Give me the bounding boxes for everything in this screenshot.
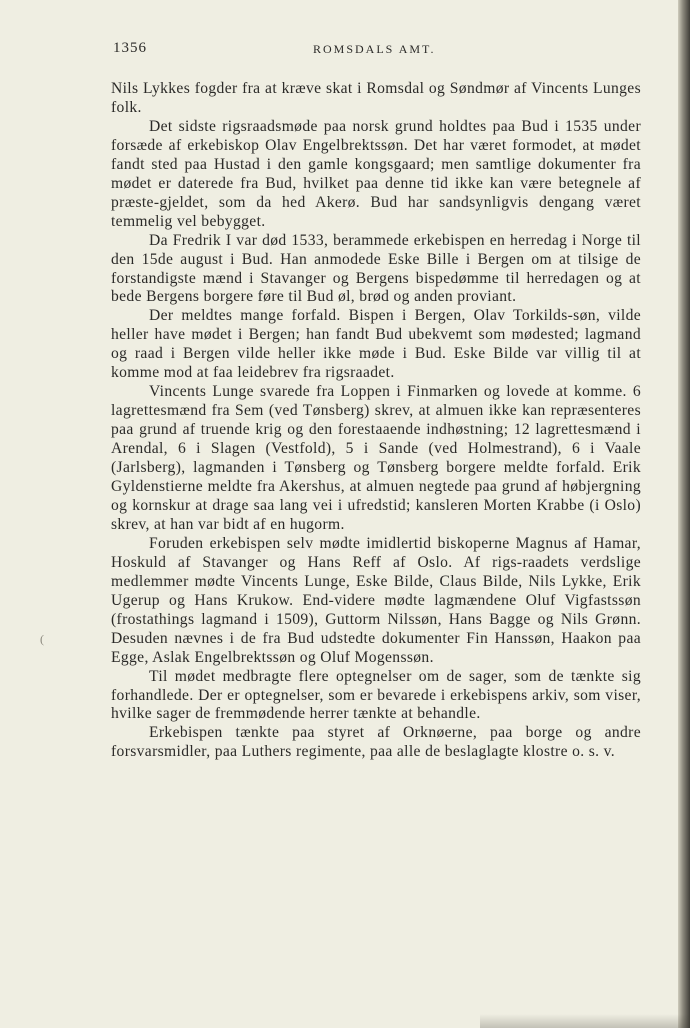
paragraph: Det sidste rigsraadsmøde paa norsk grund holdtes paa Bud i 1535 under forsæde af erkebiskop Olav Engelbrektssøn. Det har været formodet, at mødet fandt sted paa Hustad i den gamle kongsgaard; men samtlige dokumenter fra mødet er daterede fra Bud, hvilket paa denne tid ikke kan være betegnele af præste-gjeldet, som da hed Akerø. Bud har sandsynligvis dengang været temmelig vel bebygget. <box>111 117 641 230</box>
paragraph: Foruden erkebispen selv mødte imidlertid biskoperne Magnus af Hamar, Hoskuld af Stavanger og Hans Reff af Oslo. Af rigs-raadets verdslige medlemmer mødte Vincents Lunge, Eske Bilde, Claus Bilde, Nils Lykke, Erik Ugerup og Hans Krukow. End-videre mødte lagmændene Oluf Vigfastssøn (frostathings lagmand i 1509), Guttorm Nilssøn, Hans Bagge og Nils Grønn. Desuden nævnes i de fra Bud udstedte dokumenter Fin Hanssøn, Haakon paa Egge, Aslak Engelbrektssøn og Oluf Mogenssøn. <box>111 534 641 666</box>
page-number: 1356 <box>113 40 147 56</box>
body-text <box>111 80 641 762</box>
paragraph: Nils Lykkes fogder fra at kræve skat i Romsdal og Søndmør af Vincents Lunges folk. <box>111 80 641 116</box>
running-head: ROMSDALS AMT. <box>313 42 436 56</box>
page-edge-shadow <box>678 0 690 1028</box>
paragraph: Vincents Lunge svarede fra Loppen i Finmarken og lovede at komme. 6 lagrettesmænd fra Sem (ved Tønsberg) skrev, at almuen ikke kan repræsenteres paa grund af truende krig og den forestaaende indhøstning; 12 lagrettesmænd i Arendal, 6 i Slagen (Vestfold), 5 i Sande (ved Holmestrand), 6 i Vaale (Jarlsberg), lagmanden i Tønsberg og Tønsberg borgere meldte forfald. Erik Gyldenstierne meldte fra Akershus, at almuen negtede paa grund af høbjergning og kornskur at drage saa lang vei i ufredstid; kansleren Morten Krabbe (i Oslo) skrev, at han var bidt af en hugorm. <box>111 383 641 533</box>
paragraph: Erkebispen tænkte paa styret af Orknøerne, paa borge og andre forsvarsmidler, paa Luthers regimente, paa alle de beslaglagte klostre o. s. v. <box>111 724 641 761</box>
page-header <box>113 40 643 62</box>
paragraph: Der meldtes mange forfald. Bispen i Bergen, Olav Torkilds-søn, vilde heller have mødet i Bergen; han fandt Bud ubekvemt som mødested; lagmand og raad i Bergen vilde heller ikke møde i Bud. Eske Bilde var villig til at komme mod at faa leidebrev fra rigsraadet. <box>111 307 641 382</box>
bottom-edge-shadow <box>480 1014 690 1028</box>
paragraph: Til mødet medbragte flere optegnelser om de sager, som de tænkte sig forhandlede. Der er optegnelser, som er bevarede i erkebispens arkiv, som viser, hvilke sager de fremmødende herrer tænkte at behandle. <box>111 667 641 723</box>
paragraph: Da Fredrik I var død 1533, berammede erkebispen en herredag i Norge til den 15de august i Bud. Han anmodede Eske Bille i Bergen om at tilsige de forstandigste mænd i Stavanger og Bergens bispedømme til herredagen og at bede Bergens borgere føre til Bud øl, brød og anden proviant. <box>111 231 641 306</box>
margin-mark: ( <box>40 632 44 646</box>
